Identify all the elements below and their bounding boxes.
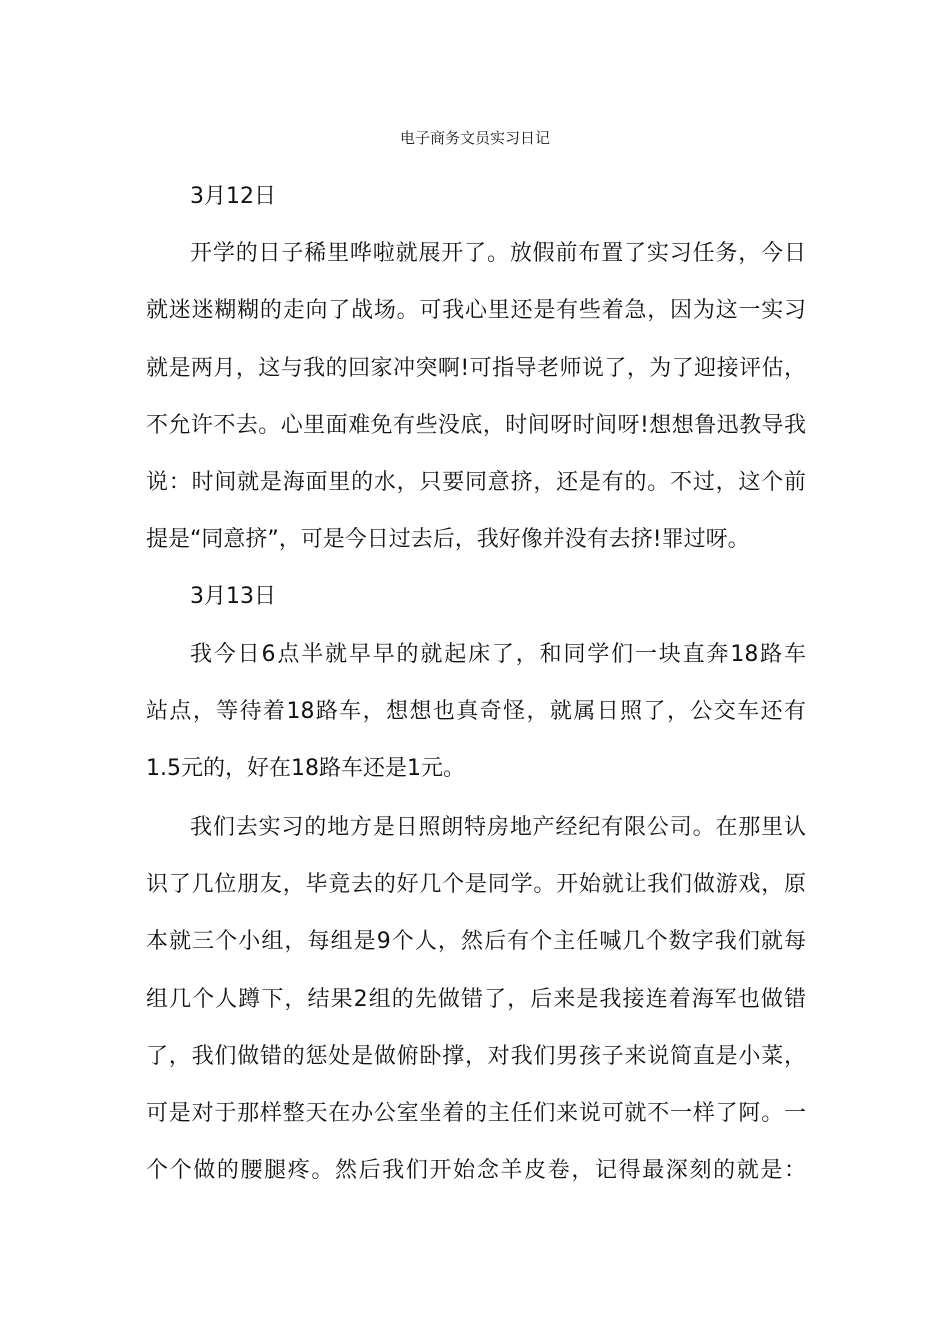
paragraph-line: 不允许不去。心里面难免有些没底，时间呀时间呀!想想鲁迅教导我: [146, 412, 806, 438]
paragraph-line: 开学的日子稀里哗啦就展开了。放假前布置了实习任务，今日: [190, 241, 806, 267]
document-body: [146, 168, 806, 1199]
paragraph-line: 1.5元的，好在18路车还是1元。: [146, 755, 465, 781]
paragraph-line: 站点，等待着18路车，想想也真奇怪，就属日照了，公交车还有: [146, 698, 806, 724]
paragraph-line: 就是两月，这与我的回家冲突啊!可指导老师说了，为了迎接评估，: [146, 355, 806, 381]
paragraph-line: 我今日6点半就早早的就起床了，和同学们一块直奔18路车: [190, 641, 806, 667]
paragraph-line: 本就三个小组，每组是9个人，然后有个主任喊几个数字我们就每: [146, 929, 806, 955]
paragraph-line: 就迷迷糊糊的走向了战场。可我心里还是有些着急，因为这一实习: [146, 298, 806, 324]
date-heading-mar13: 3月13日: [190, 584, 276, 610]
paragraph-line: 说：时间就是海面里的水，只要同意挤，还是有的。不过，这个前: [146, 469, 806, 495]
paragraph-line: 个个做的腰腿疼。然后我们开始念羊皮卷，记得最深刻的就是：: [146, 1158, 806, 1184]
paragraph-line: 提是“同意挤”，可是今日过去后，我好像并没有去挤!罪过呀。: [146, 527, 750, 553]
paragraph-line: 了，我们做错的惩处是做俯卧撑，对我们男孩子来说简直是小菜，: [146, 1043, 806, 1069]
paragraph-line: 可是对于那样整天在办公室坐着的主任们来说可就不一样了阿。一: [146, 1101, 806, 1126]
paragraph-line: 识了几位朋友，毕竟去的好几个是同学。开始就让我们做游戏，原: [146, 872, 806, 898]
paragraph-line: 我们去实习的地方是日照朗特房地产经纪有限公司。在那里认: [190, 815, 806, 841]
document-title: 电子商务文员实习日记: [399, 129, 550, 147]
date-heading-mar12: 3月12日: [190, 184, 276, 209]
paragraph-line: 组几个人蹲下，结果2组的先做错了，后来是我接连着海军也做错: [146, 986, 806, 1012]
